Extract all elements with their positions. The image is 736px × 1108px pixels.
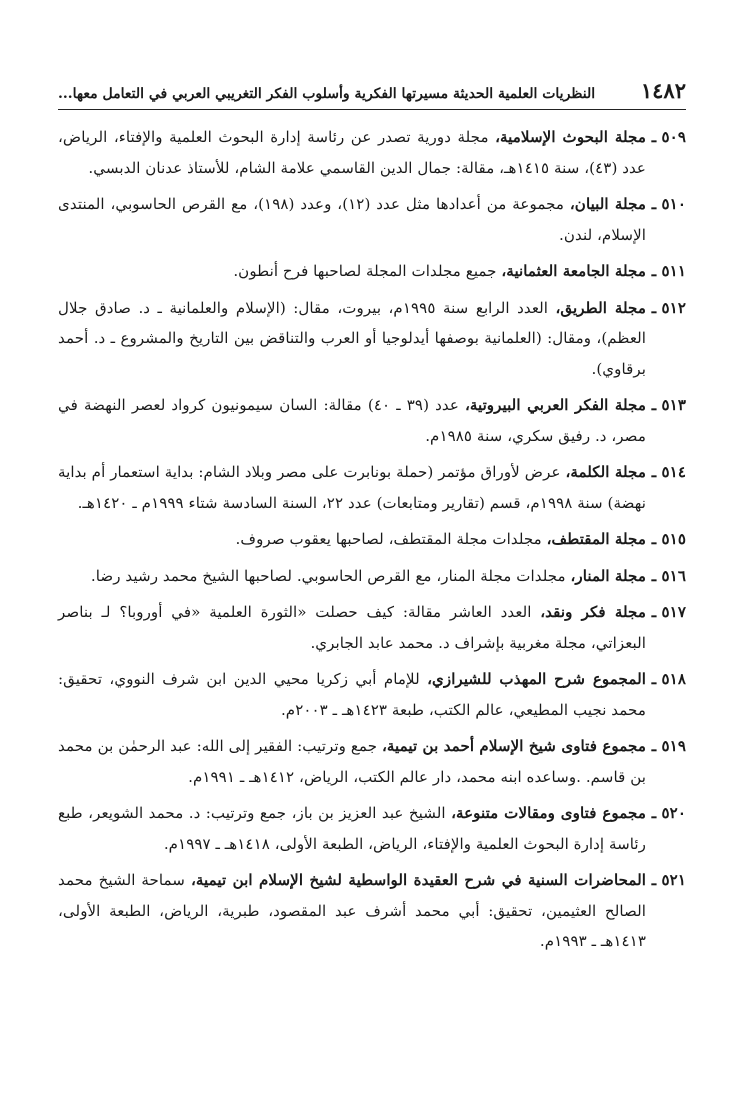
entry-title: مجلة الطريق،: [555, 298, 646, 317]
bibliography-entry: [58, 865, 686, 957]
entry-text: عدد (٣٩ ـ ٤٠) مقالة: السان سيمونيون كرواد لعصر النهضة في مصر، د. رفيق سكري، سنة ١٩٨٥م.: [58, 396, 646, 445]
entry-title: مجلة الفكر العربي البيروتية،: [464, 396, 646, 414]
bibliography-entry: [58, 524, 686, 555]
entry-text: العدد العاشر مقالة: كيف حصلت «الثورة العلمية «في أوروبا؟ لـ بناصر البعزاتي، مجلة مغربية بإشراف د. محمد عابد الجابري.: [58, 603, 646, 652]
bibliography-entry: [58, 731, 686, 792]
running-head: [58, 78, 686, 110]
bibliography-entry: [58, 390, 686, 451]
entry-number: ٥١٩ ـ: [651, 737, 686, 755]
entry-text: مجلة دورية تصدر عن رئاسة إدارة البحوث العلمية والإفتاء، الرياض، عدد (٤٣)، سنة ١٤١٥هـ، مقالة: جمال الدين القاسمي علامة الشام، للأستاذ عدنان الدبسي.: [58, 128, 646, 177]
entry-title: مجموع فتاوى شيخ الإسلام أحمد بن تيمية،: [381, 737, 646, 755]
bibliography-entry: [58, 664, 686, 725]
entry-title: مجلة الجامعة العثمانية،: [501, 262, 646, 280]
entry-number: ٥١٧ ـ: [651, 603, 686, 621]
entry-number: ٥١٥ ـ: [651, 530, 686, 548]
entry-text: عرض لأوراق مؤتمر (حملة بونابرت على مصر وبلاد الشام: بداية استعمار أم بداية نهضة) سنة ١٩٩٨م، قسم (تقارير ومتابعات) عدد ٢٢، السنة السادسة شتاء ١٩٩٩م ـ ١٤٢٠هـ.: [58, 463, 646, 512]
entry-number: ٥١١ ـ: [651, 262, 686, 280]
bibliography-entry: [58, 561, 686, 592]
entry-title: مجلة فكر ونقد،: [540, 603, 646, 621]
entry-text: للإمام أبي زكريا محيي الدين ابن شرف النووي، تحقيق: محمد نجيب المطيعي، عالم الكتب، طبعة ١٤٢٣هـ ـ ٢٠٠٣م.: [58, 670, 646, 719]
bibliography-entry: [58, 122, 686, 183]
bibliography-entry: [58, 293, 686, 385]
entry-text: الشيخ عبد العزيز بن باز، جمع وترتيب: د. محمد الشويعر، طبع رئاسة إدارة البحوث العلمية والإفتاء، الرياض، الطبعة الأولى، ١٤١٨هـ ـ ١٩٩٧م.: [58, 804, 646, 853]
entry-text: العدد الرابع سنة ١٩٩٥م، بيروت، مقال: (الإسلام والعلمانية ـ د. صادق جلال العظم)، ومقال: (العلمانية بوصفها أيدلوجيا أو العرب والتناقض بين التاريخ والمشروع ـ د. أحمد برقاوي).: [58, 298, 646, 378]
entry-number: ٥٢١ ـ: [651, 871, 686, 889]
entry-number: ٥١٣ ـ: [651, 396, 686, 414]
bibliography-entry: [58, 189, 686, 250]
entry-text: مجلدات مجلة المنار، مع القرص الحاسوبي. لصاحبها الشيخ محمد رشيد رضا.: [90, 566, 571, 585]
entry-number: ٥١٢ ـ: [651, 298, 686, 317]
entry-number: ٥٢٠ ـ: [651, 804, 686, 822]
entry-title: مجلة البيان،: [569, 195, 647, 213]
bibliography-entry: [58, 597, 686, 658]
bibliography-entry: [58, 457, 686, 518]
bibliography-entry: [58, 256, 686, 287]
bibliography-entry: [58, 798, 686, 859]
entry-number: ٥٠٩ ـ: [651, 128, 686, 146]
entry-title: مجلة المنار،: [570, 566, 646, 585]
entry-text: مجموعة من أعدادها مثل عدد (١٢)، وعدد (١٩٨)، مع القرص الحاسوبي، المنتدى الإسلام، لندن.: [58, 195, 646, 244]
entry-title: مجلة البحوث الإسلامية،: [495, 128, 646, 146]
entry-title: مجلة المقتطف،: [546, 530, 646, 548]
bibliography-list: [58, 122, 686, 957]
page-number: ١٤٨٢: [640, 78, 686, 103]
entry-title: المجموع شرح المهذب للشيرازي،: [427, 670, 646, 688]
entry-text: جمع وترتيب: الفقير إلى الله: عبد الرحمٰن بن محمد بن قاسم. .وساعده ابنه محمد، دار عالم الكتب، الرياض، ١٤١٢هـ ـ ١٩٩١م.: [58, 737, 646, 786]
entry-text: جميع مجلدات المجلة لصاحبها فرح أنطون.: [233, 262, 502, 280]
entry-number: ٥١٤ ـ: [651, 463, 686, 481]
entry-title: المحاضرات السنية في شرح العقيدة الواسطية لشيخ الإسلام ابن تيمية،: [190, 871, 646, 889]
entry-title: مجموع فتاوى ومقالات متنوعة،: [451, 804, 646, 822]
entry-text: مجلدات مجلة المقتطف، لصاحبها يعقوب صروف.: [235, 530, 547, 548]
entry-number: ٥١٨ ـ: [651, 670, 686, 688]
running-title: النظريات العلمية الحديثة مسيرتها الفكرية وأسلوب الفكر التغريبي العربي في التعامل معها...: [58, 86, 596, 102]
entry-number: ٥١٦ ـ: [651, 566, 686, 585]
entry-text: سماحة الشيخ محمد الصالح العثيمين، تحقيق: أبي محمد أشرف عبد المقصود، طبرية، الرياض، الطبعة الأولى، ١٤١٣هـ ـ ١٩٩٣م.: [58, 871, 646, 950]
entry-title: مجلة الكلمة،: [565, 463, 646, 481]
entry-number: ٥١٠ ـ: [651, 195, 686, 213]
book-page: [58, 78, 686, 963]
